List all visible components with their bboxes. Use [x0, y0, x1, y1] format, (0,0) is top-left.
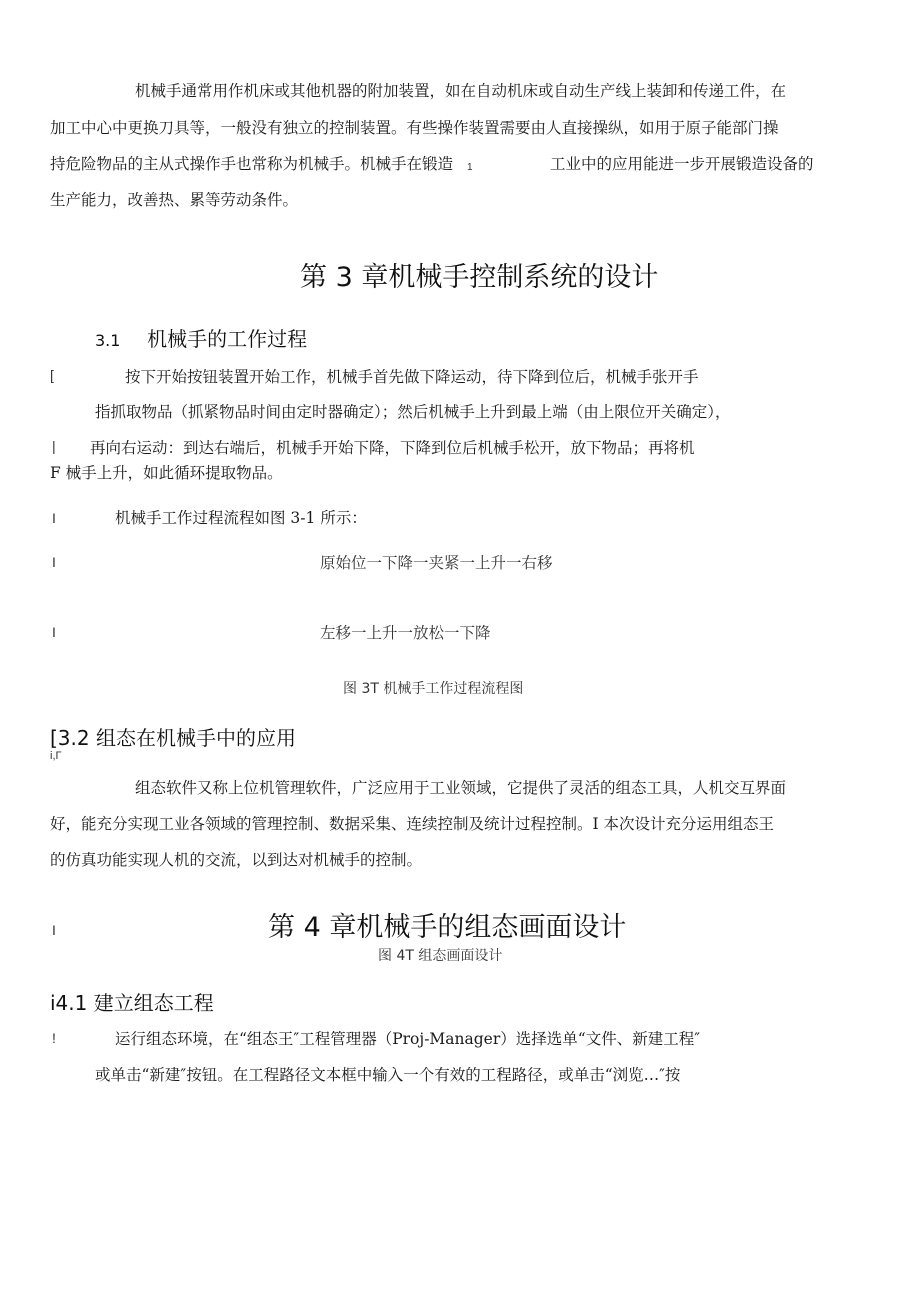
margin-mark-i-4: I: [52, 922, 56, 938]
intro-line-3a: 持危险物品的主从式操作手也常称为机械手。机械手在锻造: [50, 155, 454, 173]
section-3-1-number: 3.1: [95, 331, 121, 350]
section-3-2-line-3: 的仿真功能实现人机的交流，以到达对机械手的控制。: [50, 851, 423, 869]
section-4-1-line-2: 或单击“新建″按钮。在工程路径文本框中输入一个有效的工程路径，或单击“浏览…″按: [95, 1066, 681, 1084]
margin-mark-exclaim: !: [52, 1030, 56, 1046]
section-3-2-line-2: 好，能充分实现工业各领域的管理控制、数据采集、连续控制及统计过程控制。I 本次设计充分运用组态王: [50, 815, 775, 833]
section-3-1-heading: [95, 323, 307, 352]
chapter-3-title: 第 3 章机械手控制系统的设计: [300, 262, 659, 293]
section-3-1-line-2: 指抓取物品（抓紧物品时间由定时器确定）；然后机械手上升到最上端（由上限位开关确定），: [95, 403, 731, 421]
intro-line-4: 生产能力，改善热、累等劳动条件。: [50, 191, 299, 209]
margin-mark-bracket: [: [50, 367, 54, 383]
section-3-2-submark: i,Γ: [50, 750, 62, 762]
margin-mark-i-1: I: [52, 510, 56, 526]
intro-line-2: 加工中心中更换刀具等，一般没有独立的控制装置。有些操作装置需要由人直接操纵，如用于原子能部门操: [50, 119, 779, 137]
section-3-2-line-1: 组态软件又称上位机管理软件，广泛应用于工业领域，它提供了灵活的组态工具，人机交互界面: [135, 779, 787, 797]
section-3-1-line-4: F 械手上升，如此循环提取物品。: [50, 464, 283, 482]
intro-line-1: 机械手通常用作机床或其他机器的附加装置，如在自动机床或自动生产线上装卸和传递工件，在: [135, 82, 787, 100]
section-4-1-line-1: 运行组态环境，在“组态王″工程管理器（Proj-Manager）选择选单“文件、新建工程″: [115, 1030, 700, 1048]
intro-line-3-mark: 1: [467, 162, 473, 173]
margin-mark-i-2: I: [52, 554, 56, 570]
margin-mark-i-3: I: [52, 624, 56, 640]
section-4-1-title: i4.1 建立组态工程: [50, 991, 214, 1015]
section-3-1-line-3: 再向右运动：到达右端后，机械手开始下降，下降到位后机械手松开，放下物品；再将机: [90, 439, 695, 457]
flow-step-row-1: 原始位一下降一夹紧一上升一右移: [320, 554, 553, 572]
chapter-4-title: 第 4 章机械手的组态画面设计: [268, 912, 627, 943]
section-3-1-line-1: 按下开始按钮装置开始工作，机械手首先做下降运动，待下降到位后，机械手张开手: [125, 368, 699, 386]
section-3-2-title: [3.2 组态在机械手中的应用: [50, 726, 296, 750]
margin-mark-bar: |: [52, 438, 56, 454]
flow-step-row-2: 左移一上升一放松一下降: [320, 624, 491, 642]
intro-line-3b: 工业中的应用能进一步开展锻造设备的: [550, 155, 814, 173]
figure-4-1-caption: 图 4T 组态画面设计: [378, 948, 503, 964]
section-3-1-line-5: 机械手工作过程流程如图 3-1 所示：: [115, 509, 367, 527]
figure-3-1-caption: 图 3T 机械手工作过程流程图: [343, 681, 524, 697]
section-3-1-title: 机械手的工作过程: [147, 327, 308, 351]
